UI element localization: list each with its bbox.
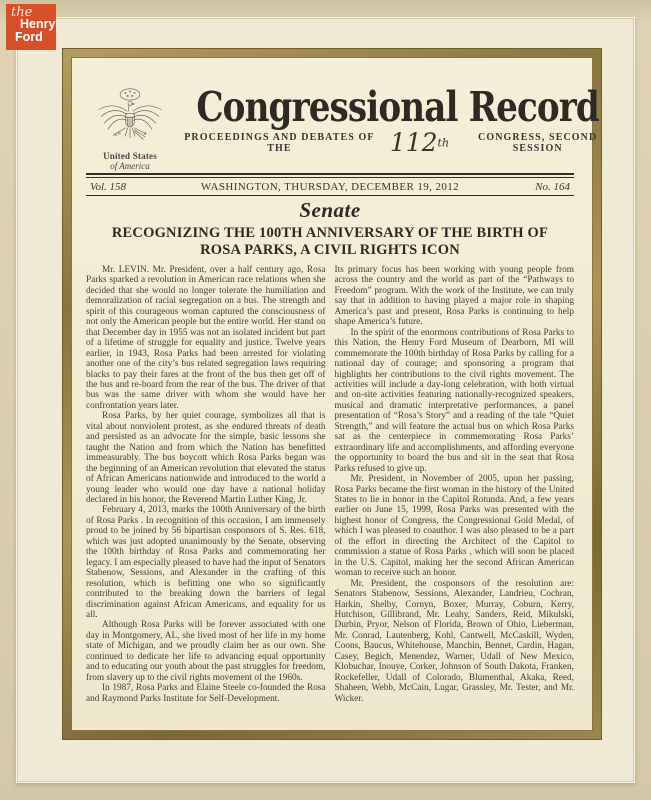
seal-caption — [86, 151, 174, 171]
seal-caption-line2: of America — [110, 161, 150, 171]
chamber-heading: Senate — [299, 198, 361, 222]
congress-number: 112th — [389, 127, 450, 157]
henry-ford-logo — [6, 4, 56, 50]
left-column — [86, 265, 326, 704]
logo-henry: Henry — [20, 17, 56, 31]
paragraph: Although Rosa Parks will be forever associated with one day in Montgomery, AL, she lived most of her life in my home state of Michigan, and we proudly claim her as our own. She continued to dedicate her life to advancing equal opportunity and to educating our youth about the past struggles for freedom, from slavery up to the civil rights movement of the 1960s. — [86, 620, 326, 683]
paragraph: Mr. LEVIN. Mr. President, over a half century ago, Rosa Parks sparked a revolution in American race relations when she decided that she would no longer tolerate the humiliation and demoralization of racial segregation on a bus. The strength and spirit of this courageous woman captured the consciousness of not only the American people but the entire world. Her stand on that December day in 1955 was not an isolated incident but part of a lifetime of struggle for equality and justice. Twelve years earlier, in 1943, Rosa Parks had been arrested for violating another one of the city’s bus related segregation laws requiring blacks to pay their fares at the front of the bus then get off of the bus and re-board from the rear of the bus. The driver of that bus was the same driver with whom she would have her confrontation years later. — [86, 265, 326, 411]
paragraph: Mr. President, the cosponsors of the resolution are: Senators Stabenow, Sessions, Alexander, Landrieu, Cochran, Harkin, Shelby, Cornyn, Boxer, Murray, Coburn, Kerry, Hutchison, Gillibrand, Mr. Leahy, Sanders, Reid, Mikulski, Durbin, Pryor, Nelson of Florida, Brown of Ohio, Lieberman, Mr. Conrad, Lautenberg, Kohl, Cantwell, McCaskill, Wyden, Coons, Baucus, Whitehouse, Manchin, Bennet, Cardin, Hagan, Casey, Begich, Menendez, Warner, Udall of New Mexico, Klobuchar, Inouye, Corker, Johnson of South Dakota, Franken, Rockefeller, Udall of Colorado, Blumenthal, Akaka, Reed, Shaheen, Webb, McCain, Lugar, Grassley, Mr. Tester, and Mr. Wicker. — [334, 578, 574, 704]
dateline — [86, 178, 574, 195]
masthead-title-block — [174, 82, 621, 157]
logo-ford: Ford — [15, 30, 43, 44]
subtitle-suffix: CONGRESS, SECOND SESSION — [478, 132, 598, 154]
gold-fillet-border — [62, 48, 602, 740]
masthead — [86, 82, 599, 172]
subtitle-prefix: PROCEEDINGS AND DEBATES OF THE — [184, 132, 375, 154]
place-date: WASHINGTON, THURSDAY, DECEMBER 19, 2012 — [200, 181, 460, 193]
paragraph: In 1987, Rosa Parks and Elaine Steele co-founded the Rosa and Raymond Parks Institute for Self-Development. — [86, 683, 326, 704]
masthead-subtitle — [174, 127, 621, 157]
single-rule — [86, 195, 574, 196]
paragraph: February 4, 2013, marks the 100th Anniversary of the birth of Rosa Parks . In recognition of this occasion, I am immensely proud to be joined by 56 bipartisan cosponsors of S. Res. 618, which was just adopted unanimously by the Senate, observing the 100th birthday of Rosa Parks and commemorating her legacy. I am especially pleased to have had the input of Senators Stabenow, Sessions, and Alexander in the crafting of this resolution, which is befitting one who so significantly contributed to the breaking down the barriers of legal discrimination against African Americans, and equality for us all. — [86, 505, 326, 620]
paragraph: Its primary focus has been working with young people from across the country and the world as part of the “Pathways to Freedom” program. With the work of the Institute, we can truly say that in addition to having played a major role in shaping America’s past and present, Rosa Parks is continuing to help shape America’s future. — [334, 265, 574, 328]
article-body — [86, 265, 574, 704]
congressional-record-page — [71, 57, 599, 731]
article-headline: RECOGNIZING THE 100TH ANNIVERSARY OF THE BIRTH OF ROSA PARKS, A CIVIL RIGHTS ICON — [111, 225, 549, 258]
logo-the: the — [11, 5, 33, 20]
mat-board — [16, 17, 635, 783]
issue-number: No. 164 — [535, 181, 570, 193]
us-eagle-seal-icon — [92, 86, 168, 150]
volume-label: Vol. 158 — [90, 181, 127, 193]
paragraph: Mr. President, in November of 2005, upon her passing, Rosa Parks became the first woman in the history of the United States to lie in honor in the Capitol Rotunda. And, a few years earlier on June 15, 1999, Rosa Parks was presented with the highest honor of Congress, the Congressional Gold Medal, of which I was pleased to coauthor. I was also pleased to be a part of the effort in directing the Architect of the Capitol to commission a statue of Rosa Parks , which will soon be placed in the U.S. Capitol, making her the second African American woman to receive such an honor. — [334, 474, 574, 579]
seal-block — [86, 86, 174, 171]
seal-caption-line1: United States — [103, 151, 157, 161]
paragraph: Rosa Parks, by her quiet courage, symbolizes all that is vital about nonviolent protest, as she endured threats of death and persisted as an advocate for the simple, basic lessons she taught the Nation and from which the Nation has benefitted immeasurably. The bus boycott which Rosa Parks began was the beginning of an American revolution that elevated the status of African Americans nationwide and introduced to the world a young leader who would one day have a national holiday declared in his honor, the Reverend Martin Luther King, Jr. — [86, 411, 326, 505]
paragraph: In the spirit of the enormous contributions of Rosa Parks to this Nation, the Henry Ford Museum of Dearborn, MI will commemorate the 100th birthday of Rosa Parks by calling for a national day of courage; and sponsoring a program that highlights her contributions to the civil rights movement. The activities will include a day-long celebration, with both virtual and on-site activities featuring nationally-recognized speakers, musical and dramatic interpretative performances, a panel presentation of “Rosa’s Story” and a reading of the tale “Quiet Strength,” and will feature the actual bus on which Rosa Parks sat as the centerpiece in commemorating Rosa Parks’ extraordinary life and accomplishments, and affording everyone the opportunity to board the bus and sit in the seat that Rosa Parks refused to give up. — [334, 327, 574, 474]
right-column — [335, 265, 575, 704]
publication-title: Congressional Record — [196, 82, 599, 131]
